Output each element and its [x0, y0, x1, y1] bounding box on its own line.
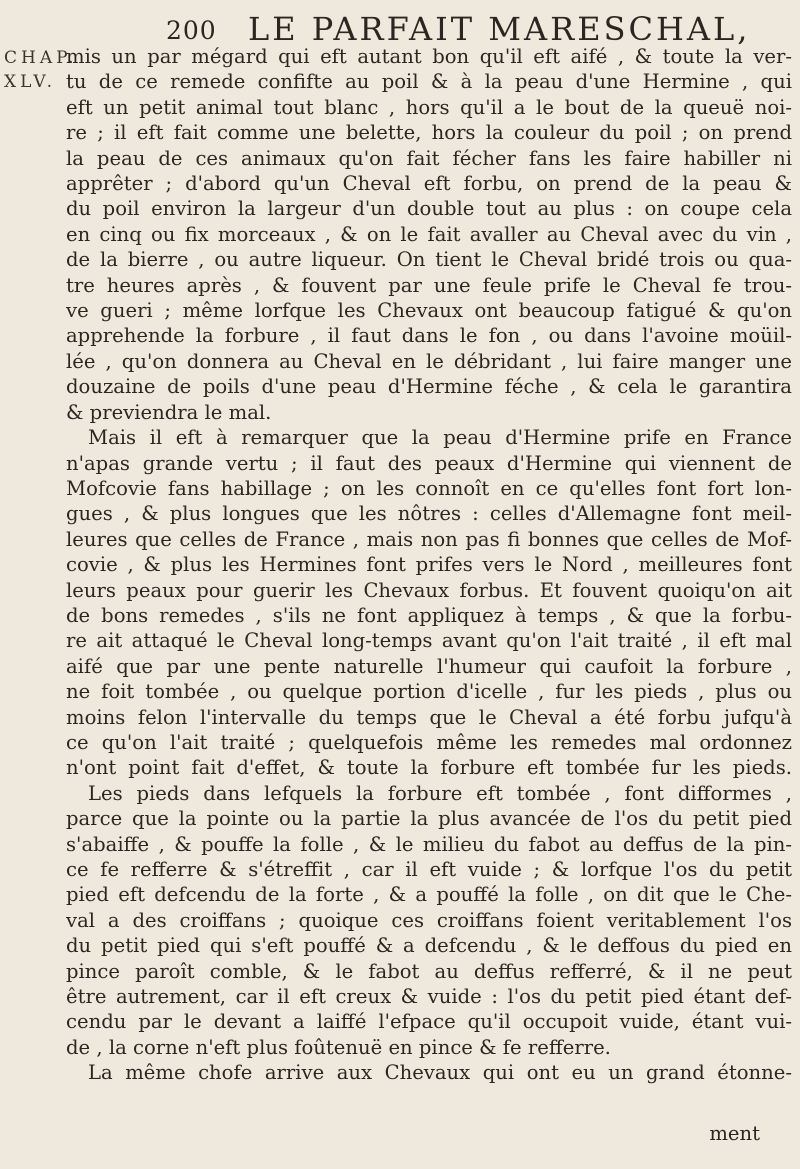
- text-line: tre heures après , & fouvent par une feule prife le Cheval fe trou-: [66, 273, 792, 297]
- text-line: n'ont point fait d'effet, & toute la forbure eft tombée fur les pieds.: [66, 756, 792, 780]
- text-line: ne foit tombée , ou quelque portion d'icelle , fur les pieds , plus ou: [66, 680, 792, 704]
- text-line: être autrement, car il eft creux & vuide : l'os du petit pied étant def-: [66, 985, 792, 1009]
- text-line: ce qu'on l'ait traité ; quelquefois même les remedes mal ordonnez: [66, 730, 792, 754]
- body-text: [66, 44, 792, 1086]
- text-line: apprehende la forbure , il faut dans le fon , ou dans l'avoine moüil-: [66, 324, 792, 348]
- chapter-label: CHAP.: [4, 48, 78, 68]
- page-number: 200: [166, 16, 217, 45]
- text-line: n'apas grande vertu ; il faut des peaux d'Hermine qui viennent de: [66, 451, 792, 475]
- text-line: gues , & plus longues que les nôtres : celles d'Allemagne font meil-: [66, 502, 792, 526]
- text-line: de , la corne n'eft plus foûtenuë en pince & fe refferre.: [66, 1035, 611, 1059]
- text-line: en cinq ou fix morceaux , & on le fait avaller au Cheval avec du vin ,: [66, 222, 792, 246]
- text-line: & previendra le mal.: [66, 400, 272, 424]
- text-line: Les pieds dans lefquels la forbure eft tombée , font difformes ,: [88, 781, 792, 805]
- text-line: ve gueri ; même lorfque les Chevaux ont beaucoup fatigué & qu'on: [66, 299, 792, 323]
- text-line: douzaine de poils d'une peau d'Hermine féche , & cela le garantira: [66, 375, 792, 399]
- text-line: covie , & plus les Hermines font prifes vers le Nord , meilleures font: [66, 553, 792, 577]
- text-line: cendu par le devant a laiffé l'efpace qu'il occupoit vuide, étant vui-: [66, 1010, 792, 1034]
- text-line: moins felon l'intervalle du temps que le Cheval a été forbu jufqu'à: [66, 705, 792, 729]
- running-title: LE PARFAIT MARESCHAL,: [248, 10, 751, 48]
- text-line: la peau de ces animaux qu'on fait fécher fans les faire habiller ni: [66, 146, 792, 170]
- text-line: Mofcovie fans habillage ; on les connoît en ce qu'elles font fort lon-: [66, 476, 792, 500]
- text-line: Mais il eft à remarquer que la peau d'Hermine prife en France: [88, 426, 792, 450]
- text-line: tu de ce remede confifte au poil & à la peau d'une Hermine , qui: [66, 70, 792, 94]
- text-line: eft un petit animal tout blanc , hors qu'il a le bout de la queuë noi-: [66, 95, 792, 119]
- text-line: du petit pied qui s'eft pouffé & a defcendu , & le deffous du pied en: [66, 934, 792, 958]
- text-line: leurs peaux pour guerir les Chevaux forbus. Et fouvent quoiqu'on ait: [66, 578, 792, 602]
- text-line: lée , qu'on donnera au Cheval en le débridant , lui faire manger une: [66, 349, 792, 373]
- text-line: s'abaiffe , & pouffe la folle , & le milieu du fabot au deffus de la pin-: [66, 832, 792, 856]
- text-line: mis un par mégard qui eft autant bon qu'il eft aifé , & toute la ver-: [66, 45, 792, 68]
- text-line: pince paroît comble, & le fabot au deffus refferré, & il ne peut: [66, 959, 792, 983]
- chapter-number: XLV.: [4, 72, 57, 92]
- text-line: du poil environ la largeur d'un double tout au plus : on coupe cela: [66, 197, 792, 221]
- text-line: val a des croiffans ; quoique ces croiffans foient veritablement l'os: [66, 908, 792, 932]
- text-line: pied eft defcendu de la forte , & a pouffé la folle , on dit que le Che-: [66, 883, 792, 907]
- text-line: ce fe refferre & s'étreffit , car il eft vuide ; & lorfque l'os du petit: [66, 858, 792, 881]
- text-line: parce que la pointe ou la partie la plus avancée de l'os du petit pied: [66, 807, 792, 831]
- catchword: ment: [709, 1122, 760, 1145]
- text-line: La même chofe arrive aux Chevaux qui ont eu un grand étonne-: [88, 1061, 792, 1085]
- text-line: re ; il eft fait comme une belette, hors la couleur du poil ; on prend: [66, 121, 792, 145]
- text-line: de bons remedes , s'ils ne font appliquez à temps , & que la forbu-: [66, 603, 792, 627]
- text-line: apprêter ; d'abord qu'un Cheval eft forbu, on prend de la peau &: [66, 172, 792, 196]
- chapter-marker: [4, 46, 78, 94]
- text-line: aifé que par une pente naturelle l'humeur qui caufoit la forbure ,: [66, 654, 792, 678]
- text-line: leures que celles de France , mais non pas fi bonnes que celles de Mof-: [66, 527, 792, 551]
- text-line: re ait attaqué le Cheval long-temps avant qu'on l'ait traité , il eft mal: [66, 629, 792, 653]
- text-line: de la bierre , ou autre liqueur. On tient le Cheval bridé trois ou qua-: [66, 248, 792, 272]
